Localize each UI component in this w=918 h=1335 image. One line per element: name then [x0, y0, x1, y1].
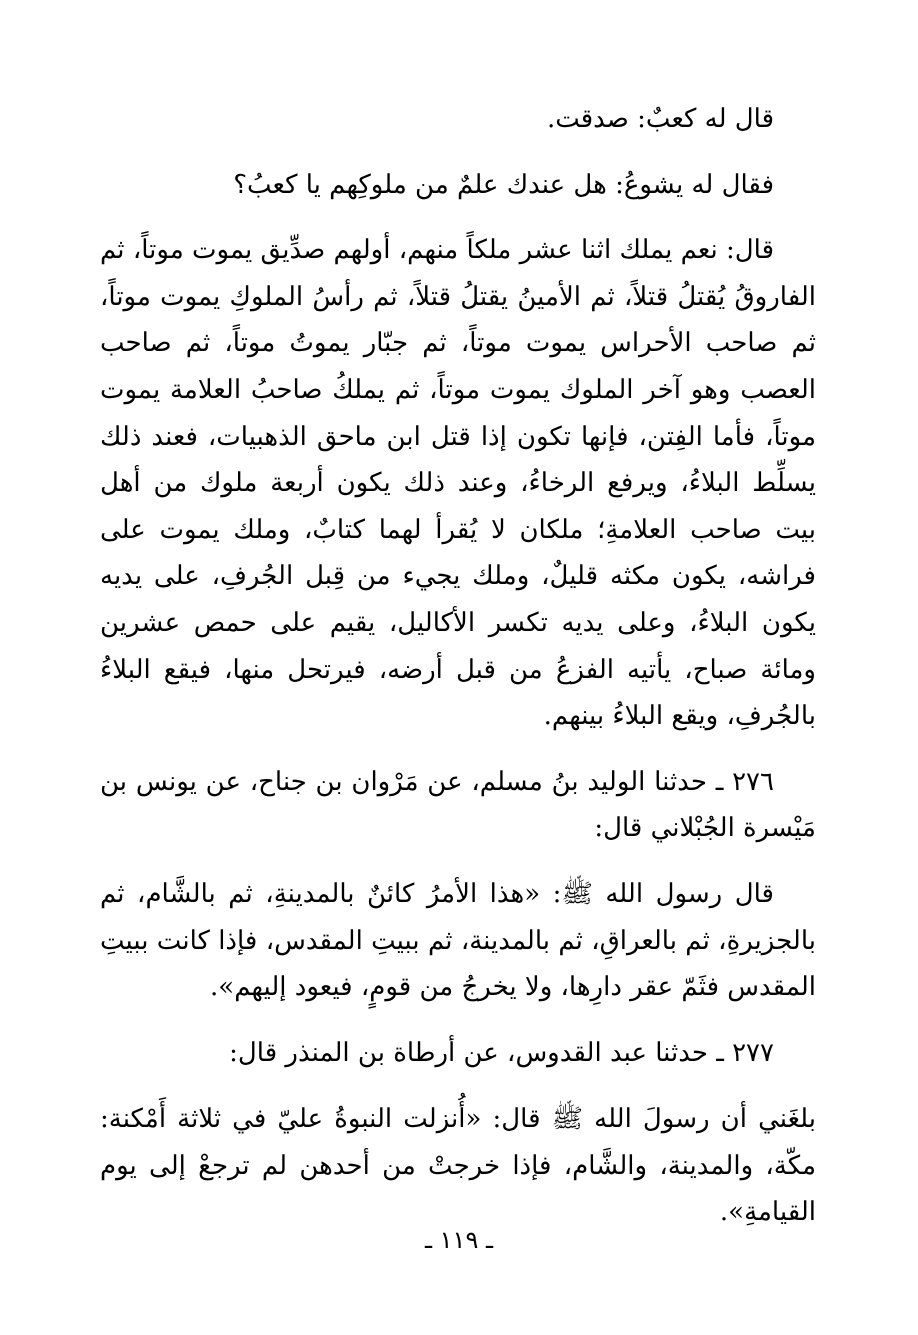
paragraph-kings-list: قال: نعم يملك اثنا عشر ملكاً منهم، أولهم صدِّيق يموت موتاً، ثم الفاروقُ يُقتلُ قتلاً، ثم الأمينُ يقتلُ قتلاً، ثم رأسُ الملوكِ يموت موتاً، ثم صاحب الأحراس يموت موتاً، ثم جبّار يموتُ موتاً، ثم صاحب العصب وهو آخر الملوك يموت موتاً، ثم يملكُ صاحبُ العلامة يموت موتاً، فأما الفِتن، فإنها تكون إذا قتل ابن ماحق الذهبيات، فعند ذلك يسلِّط البلاءُ، ويرفع الرخاءُ، وعند ذلك يكون أربعة ملوك من أهل بيت صاحب العلامةِ؛ ملكان لا يُقرأ لهما كتابٌ، وملك يموت على فراشه، يكون مكثه قليلٌ، وملك يجيء من قِبل الجُرفِ، على يديه يكون البلاءُ، وعلى يديه تكسر الأكاليل، يقيم على حمص عشرين ومائة صباح، يأتيه الفزعُ من قبل أرضه، فيرتحل منها، فيقع البلاءُ بالجُرفِ، ويقع البلاءُ بينهم.: [100, 235, 816, 732]
paragraph-kaab-reply: قال له كعبٌ: صدقت.: [546, 104, 774, 134]
page-number: ـ ١١٩ ـ: [424, 1226, 493, 1254]
paragraph-hadith-276-text: قال رسول الله ﷺ: «هذا الأمرُ كائنٌ بالمدينةِ، ثم بالشَّام، ثم بالجزيرةِ، ثم بالعراقِ، ثم بالمدينة، ثم ببيتِ المقدس، فإذا كانت ببيتِ المقدس فثَمّ عقر دارِها، ولا يخرجُ من قومٍ، فيعود إليهم».: [100, 878, 816, 1003]
paragraph-hadith-276-isnad: ٢٧٦ ـ حدثنا الوليد بنُ مسلم، عن مَرْوان بن جناح، عن يونس بن مَيْسرة الجُبْلاني قال:: [100, 766, 816, 844]
paragraph-hadith-277-text: بلغَني أن رسولَ الله ﷺ قال: «أُنزلت النبوةُ عليّ في ثلاثة أَمْكنة: مكّة، والمدينة، والشَّام، فإذا خرجتْ من أحدهن لم ترجعْ إلى يوم القيامةِ».: [100, 1104, 816, 1228]
paragraph-yashua-question: فقال له يشوعُ: هل عندك علمٌ من ملوكِهم يا كعبُ؟: [233, 169, 774, 200]
paragraph-hadith-277-isnad: ٢٧٧ ـ حدثنا عبد القدوس، عن أرطاة بن المنذر قال:: [229, 1037, 774, 1068]
